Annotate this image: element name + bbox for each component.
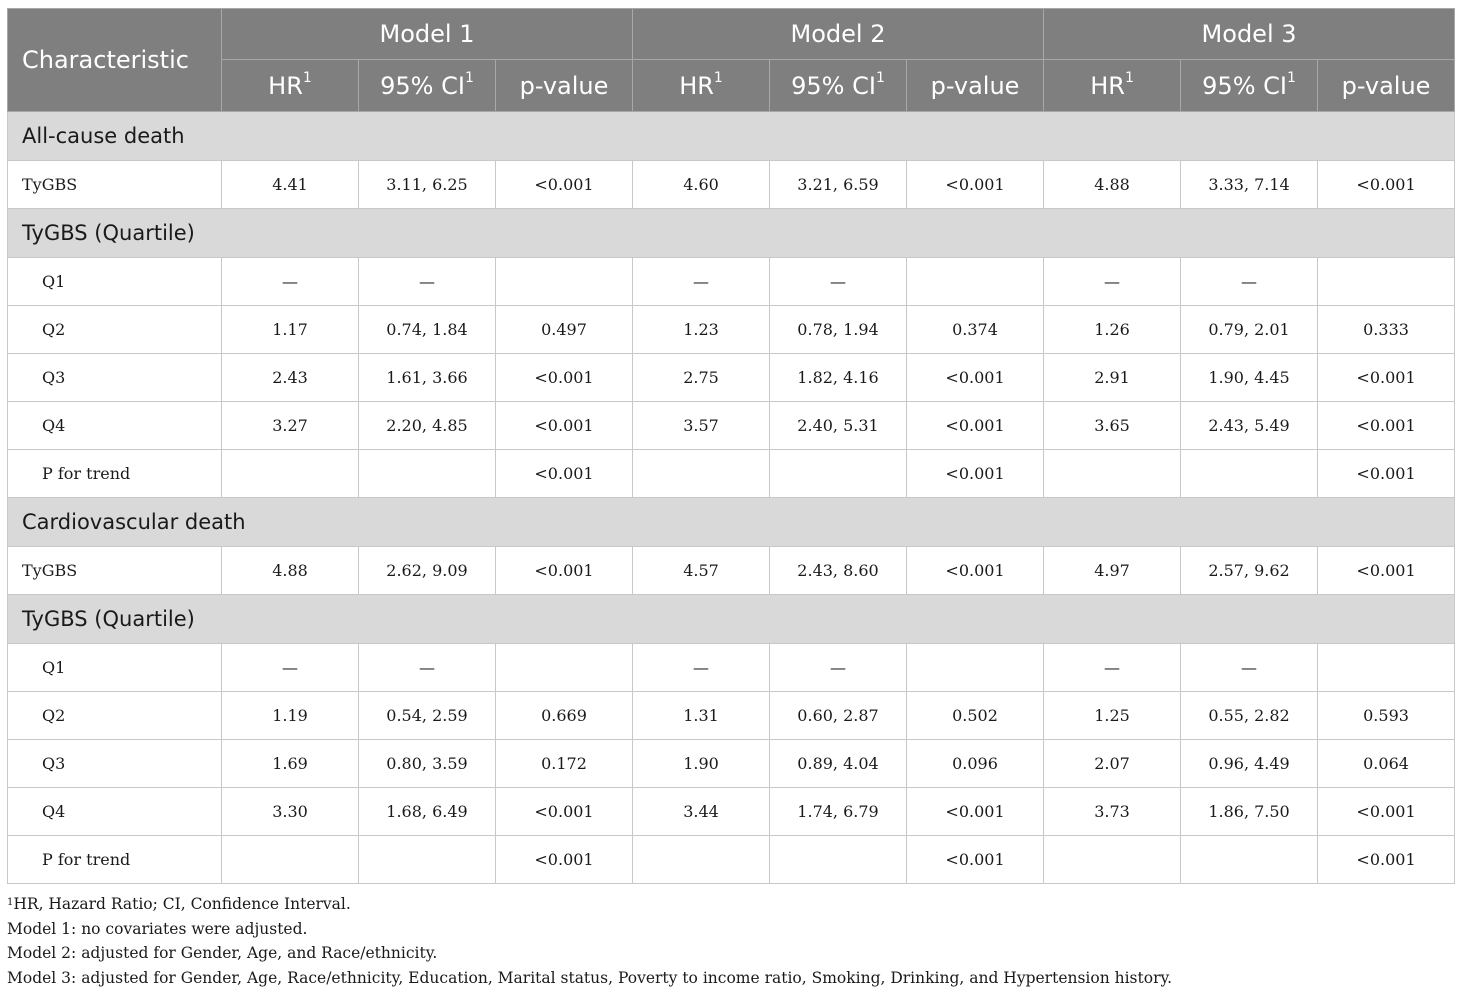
row-label: Q1 <box>8 644 222 692</box>
table-cell: <0.001 <box>907 354 1044 402</box>
table-cell <box>496 644 633 692</box>
model-2-header: Model 2 <box>633 9 1044 60</box>
section-row <box>8 209 1455 258</box>
table-cell: — <box>770 644 907 692</box>
table-cell <box>633 836 770 884</box>
row-label: Q4 <box>8 402 222 450</box>
footnote-marker: 1 <box>1286 69 1296 86</box>
table-cell <box>770 450 907 498</box>
results-table-container <box>7 8 1453 991</box>
footnote-marker: 1 <box>464 69 474 86</box>
row-label: Q3 <box>8 354 222 402</box>
model-2-p-value-header <box>907 60 1044 112</box>
table-cell: <0.001 <box>496 161 633 209</box>
table-cell: <0.001 <box>907 402 1044 450</box>
table-cell: 1.82, 4.16 <box>770 354 907 402</box>
table-row <box>8 402 1455 450</box>
table-cell: 2.40, 5.31 <box>770 402 907 450</box>
row-label: Q3 <box>8 740 222 788</box>
table-cell: 1.26 <box>1044 306 1181 354</box>
footnote-abbreviations <box>7 892 1453 917</box>
table-cell: 0.60, 2.87 <box>770 692 907 740</box>
table-cell: 2.57, 9.62 <box>1181 547 1318 595</box>
table-cell: <0.001 <box>1318 161 1455 209</box>
table-cell: — <box>633 644 770 692</box>
row-label: TyGBS <box>8 161 222 209</box>
table-cell: 3.65 <box>1044 402 1181 450</box>
subheader-label: p-value <box>930 71 1020 100</box>
section-label: All-cause death <box>8 112 1455 161</box>
table-cell: 1.61, 3.66 <box>359 354 496 402</box>
table-notes <box>7 892 1453 991</box>
footnote-marker: 1 <box>7 897 14 908</box>
hazard-ratio-table <box>7 8 1455 884</box>
table-cell <box>1181 836 1318 884</box>
table-cell: 0.79, 2.01 <box>1181 306 1318 354</box>
table-cell <box>770 836 907 884</box>
table-cell: 3.73 <box>1044 788 1181 836</box>
footnote-marker: 1 <box>1124 69 1134 86</box>
table-cell: <0.001 <box>1318 354 1455 402</box>
table-cell: 3.33, 7.14 <box>1181 161 1318 209</box>
table-cell: <0.001 <box>907 547 1044 595</box>
subheader-label: 95% CI <box>380 71 465 100</box>
table-cell: — <box>770 258 907 306</box>
table-cell: 1.90, 4.45 <box>1181 354 1318 402</box>
table-cell: 1.68, 6.49 <box>359 788 496 836</box>
table-cell: 0.80, 3.59 <box>359 740 496 788</box>
table-cell: 0.55, 2.82 <box>1181 692 1318 740</box>
section-label: Cardiovascular death <box>8 498 1455 547</box>
table-row <box>8 547 1455 595</box>
table-cell: <0.001 <box>907 161 1044 209</box>
table-cell: 1.23 <box>633 306 770 354</box>
section-row <box>8 595 1455 644</box>
table-cell: <0.001 <box>1318 836 1455 884</box>
table-cell <box>222 836 359 884</box>
table-cell: <0.001 <box>496 354 633 402</box>
row-label: Q2 <box>8 306 222 354</box>
table-cell <box>222 450 359 498</box>
table-cell <box>1181 450 1318 498</box>
row-label: Q1 <box>8 258 222 306</box>
model-3-ci-header <box>1181 60 1318 112</box>
table-body <box>8 112 1455 884</box>
table-row <box>8 692 1455 740</box>
table-cell: 0.669 <box>496 692 633 740</box>
table-cell <box>633 450 770 498</box>
table-cell <box>1318 644 1455 692</box>
table-cell: 3.11, 6.25 <box>359 161 496 209</box>
table-cell: 1.25 <box>1044 692 1181 740</box>
table-cell: 4.41 <box>222 161 359 209</box>
table-row <box>8 306 1455 354</box>
table-cell: 2.43, 5.49 <box>1181 402 1318 450</box>
table-cell: <0.001 <box>907 836 1044 884</box>
table-cell: 2.43, 8.60 <box>770 547 907 595</box>
table-cell: <0.001 <box>907 788 1044 836</box>
table-row <box>8 644 1455 692</box>
table-cell: 1.86, 7.50 <box>1181 788 1318 836</box>
table-cell: 0.593 <box>1318 692 1455 740</box>
table-cell: 0.96, 4.49 <box>1181 740 1318 788</box>
table-cell: 3.57 <box>633 402 770 450</box>
row-label: TyGBS <box>8 547 222 595</box>
table-cell: 1.74, 6.79 <box>770 788 907 836</box>
table-row <box>8 161 1455 209</box>
table-cell: 0.064 <box>1318 740 1455 788</box>
table-cell: 3.27 <box>222 402 359 450</box>
table-cell: 2.07 <box>1044 740 1181 788</box>
model-3-p-value-header <box>1318 60 1455 112</box>
table-cell: 3.30 <box>222 788 359 836</box>
table-cell: 1.69 <box>222 740 359 788</box>
section-label: TyGBS (Quartile) <box>8 209 1455 258</box>
footnote-marker: 1 <box>875 69 885 86</box>
model-1-hr-header <box>222 60 359 112</box>
model-1-header: Model 1 <box>222 9 633 60</box>
model-1-p-value-header <box>496 60 633 112</box>
model-3-hr-header <box>1044 60 1181 112</box>
table-cell: — <box>222 644 359 692</box>
table-cell: 0.172 <box>496 740 633 788</box>
table-cell: 0.78, 1.94 <box>770 306 907 354</box>
model-2-ci-header <box>770 60 907 112</box>
footnote-marker: 1 <box>302 69 312 86</box>
subheader-label: 95% CI <box>791 71 876 100</box>
section-label: TyGBS (Quartile) <box>8 595 1455 644</box>
note-model-3: Model 3: adjusted for Gender, Age, Race/ethnicity, Education, Marital status, Poverty to income ratio, Smoking, Drinking, and Hypertension history. <box>7 969 1173 988</box>
table-cell <box>1044 450 1181 498</box>
table-cell <box>1318 258 1455 306</box>
table-cell: 4.57 <box>633 547 770 595</box>
table-row <box>8 258 1455 306</box>
table-cell: <0.001 <box>1318 547 1455 595</box>
table-row <box>8 354 1455 402</box>
table-cell: 0.89, 4.04 <box>770 740 907 788</box>
table-cell: <0.001 <box>496 788 633 836</box>
table-cell: — <box>633 258 770 306</box>
table-cell: <0.001 <box>1318 402 1455 450</box>
model-1-ci-header <box>359 60 496 112</box>
table-cell: <0.001 <box>907 450 1044 498</box>
table-cell <box>907 644 1044 692</box>
table-cell: 3.44 <box>633 788 770 836</box>
table-cell: <0.001 <box>496 402 633 450</box>
table-cell: 4.60 <box>633 161 770 209</box>
table-cell: — <box>1044 258 1181 306</box>
footnote-marker: 1 <box>713 69 723 86</box>
table-cell: 2.62, 9.09 <box>359 547 496 595</box>
table-cell: 2.20, 4.85 <box>359 402 496 450</box>
table-cell: 1.19 <box>222 692 359 740</box>
table-header <box>8 9 1455 112</box>
table-cell: 1.90 <box>633 740 770 788</box>
table-cell: 0.74, 1.84 <box>359 306 496 354</box>
table-cell: — <box>1181 644 1318 692</box>
table-cell: 0.497 <box>496 306 633 354</box>
table-cell: <0.001 <box>1318 788 1455 836</box>
table-row <box>8 836 1455 884</box>
row-label: Q2 <box>8 692 222 740</box>
table-cell <box>1044 836 1181 884</box>
row-label: Q4 <box>8 788 222 836</box>
subheader-label: HR <box>1090 71 1125 100</box>
note-model-2: Model 2: adjusted for Gender, Age, and Race/ethnicity. <box>7 944 438 963</box>
table-cell: 1.17 <box>222 306 359 354</box>
table-cell <box>359 450 496 498</box>
footnote-text: HR, Hazard Ratio; CI, Confidence Interval. <box>13 895 351 913</box>
row-label: P for trend <box>8 836 222 884</box>
subheader-label: HR <box>268 71 303 100</box>
table-cell: 0.54, 2.59 <box>359 692 496 740</box>
table-row <box>8 450 1455 498</box>
table-cell: 4.88 <box>222 547 359 595</box>
subheader-label: 95% CI <box>1202 71 1287 100</box>
table-cell: 0.333 <box>1318 306 1455 354</box>
table-cell: — <box>222 258 359 306</box>
table-cell <box>496 258 633 306</box>
table-cell: 0.096 <box>907 740 1044 788</box>
table-cell: 2.91 <box>1044 354 1181 402</box>
row-label: P for trend <box>8 450 222 498</box>
table-cell: 4.97 <box>1044 547 1181 595</box>
model-3-header: Model 3 <box>1044 9 1455 60</box>
table-cell: 0.374 <box>907 306 1044 354</box>
table-cell: 2.75 <box>633 354 770 402</box>
subheader-label: p-value <box>519 71 609 100</box>
table-cell: <0.001 <box>496 547 633 595</box>
table-cell: — <box>1181 258 1318 306</box>
table-cell: 2.43 <box>222 354 359 402</box>
table-cell: <0.001 <box>1318 450 1455 498</box>
table-cell: 3.21, 6.59 <box>770 161 907 209</box>
section-row <box>8 112 1455 161</box>
section-row <box>8 498 1455 547</box>
table-cell: 4.88 <box>1044 161 1181 209</box>
note-model-1: Model 1: no covariates were adjusted. <box>7 919 308 938</box>
table-cell: <0.001 <box>496 836 633 884</box>
table-cell: — <box>359 644 496 692</box>
model-2-hr-header <box>633 60 770 112</box>
table-cell: 0.502 <box>907 692 1044 740</box>
table-cell <box>359 836 496 884</box>
subheader-label: p-value <box>1341 71 1431 100</box>
table-row <box>8 740 1455 788</box>
subheader-label: HR <box>679 71 714 100</box>
table-cell: — <box>1044 644 1181 692</box>
characteristic-header: Characteristic <box>8 9 222 112</box>
table-cell: — <box>359 258 496 306</box>
table-cell: <0.001 <box>496 450 633 498</box>
table-cell: 1.31 <box>633 692 770 740</box>
table-cell <box>907 258 1044 306</box>
table-row <box>8 788 1455 836</box>
